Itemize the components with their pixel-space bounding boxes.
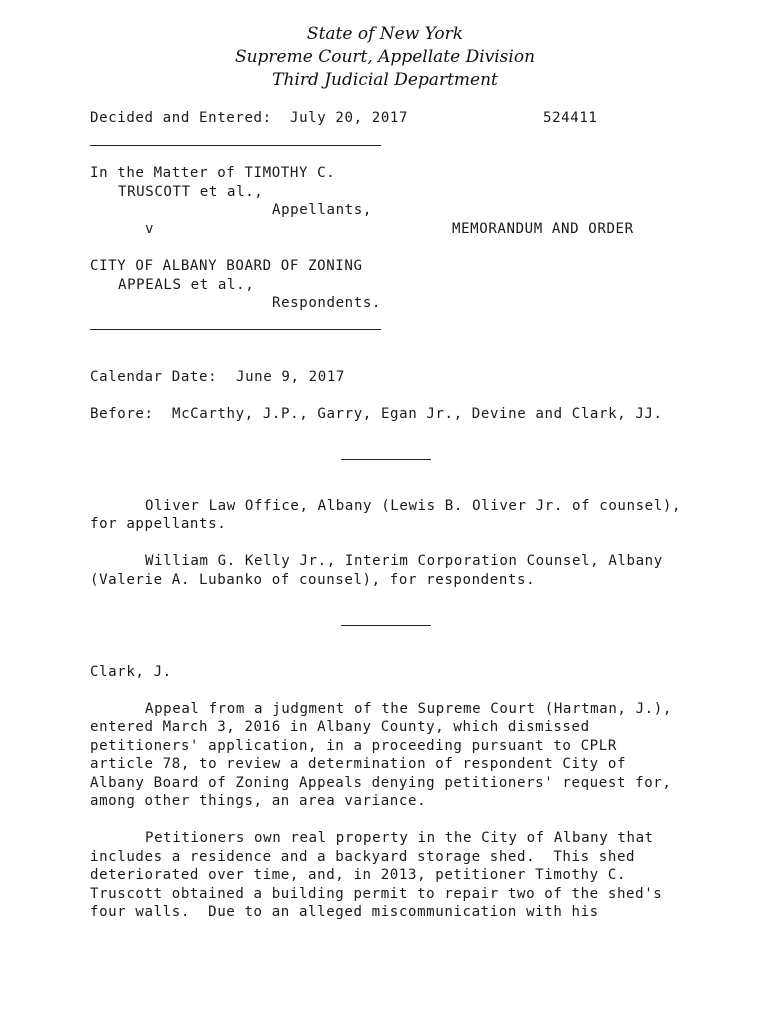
paragraph-2-line: Truscott obtained a building permit to repair two of the shed's — [90, 886, 663, 902]
decided-label: Decided and Entered: — [90, 110, 272, 126]
court-name: Supreme Court, Appellate Division — [234, 47, 536, 67]
respondent-role: Respondents. — [272, 295, 382, 311]
respondents-counsel-line1: William G. Kelly Jr., Interim Corporation Counsel, Albany — [145, 553, 663, 569]
paragraph-1-line: Appeal from a judgment of the Supreme Court (Hartman, J.), — [145, 701, 672, 717]
paragraph-1-line: entered March 3, 2016 in Albany County, which dismissed — [90, 719, 590, 735]
paragraph-1-line: Albany Board of Zoning Appeals denying petitioners' request for, — [90, 775, 672, 791]
panel-label: Before: — [90, 406, 154, 422]
appellants-counsel-line2: for appellants. — [90, 516, 227, 532]
decided-date: July 20, 2017 — [290, 110, 409, 126]
court-department: Third Judicial Department — [272, 70, 498, 90]
opinion-author: Clark, J. — [90, 664, 172, 680]
petitioner-name-line1: In the Matter of TIMOTHY C. — [90, 165, 336, 181]
separator-rule-1 — [341, 459, 431, 460]
paragraph-2-line: four walls. Due to an alleged miscommunication with his — [90, 904, 599, 920]
paragraph-2-line: includes a residence and a backyard storage shed. This shed — [90, 849, 636, 865]
caption-top-rule — [90, 145, 381, 146]
calendar-label: Calendar Date: — [90, 369, 218, 385]
versus: v — [145, 221, 155, 237]
respondent-name-line2: APPEALS et al., — [118, 277, 255, 293]
panel-judges: McCarthy, J.P., Garry, Egan Jr., Devine and Clark, JJ. — [172, 406, 663, 422]
paragraph-1-line: article 78, to review a determination of respondent City of — [90, 756, 627, 772]
respondents-counsel-line2: (Valerie A. Lubanko of counsel), for respondents. — [90, 572, 536, 588]
respondent-name-line1: CITY OF ALBANY BOARD OF ZONING — [90, 258, 363, 274]
paragraph-2-line: Petitioners own real property in the City of Albany that — [145, 830, 654, 846]
caption-bottom-rule — [90, 329, 381, 330]
paragraph-1-line: petitioners' application, in a proceeding pursuant to CPLR — [90, 738, 617, 754]
court-state: State of New York — [306, 24, 464, 44]
petitioner-name-line2: TRUSCOTT et al., — [118, 184, 264, 200]
separator-rule-2 — [341, 625, 431, 626]
document-type: MEMORANDUM AND ORDER — [452, 221, 634, 237]
calendar-date: June 9, 2017 — [236, 369, 346, 385]
paragraph-1-line: among other things, an area variance. — [90, 793, 427, 809]
petitioner-role: Appellants, — [272, 202, 372, 218]
paragraph-2-line: deteriorated over time, and, in 2013, petitioner Timothy C. — [90, 867, 627, 883]
docket-number: 524411 — [543, 110, 598, 126]
appellants-counsel-line1: Oliver Law Office, Albany (Lewis B. Oliver Jr. of counsel), — [145, 498, 682, 514]
